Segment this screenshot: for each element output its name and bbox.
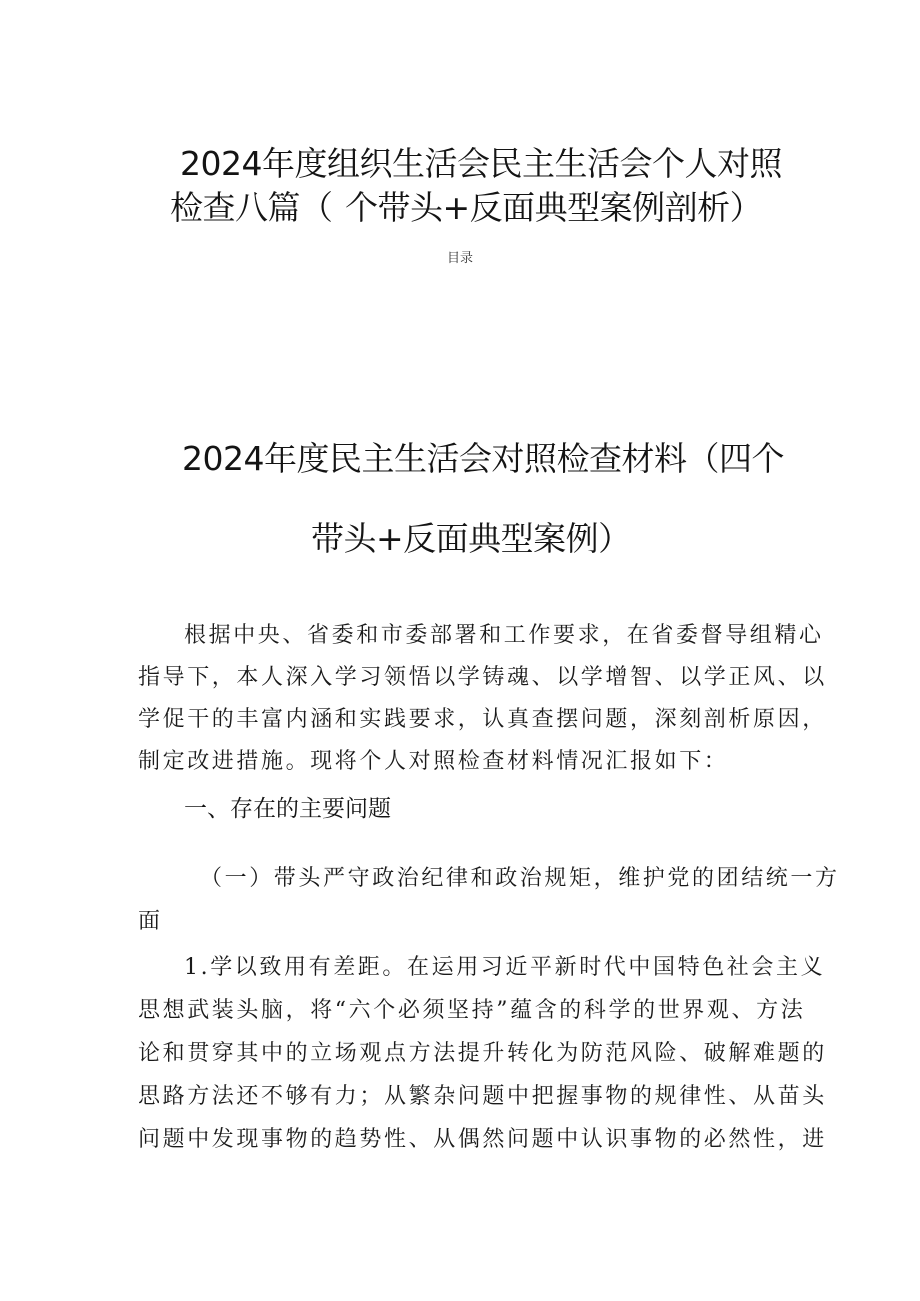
subsection-title-line: （一）带头严守政治纪律和政治规矩，维护党的团结统一方 — [200, 866, 840, 891]
point-line: 思想武装头脑，将“六个必须坚持”蕴含的科学的世界观、方法 — [138, 998, 806, 1023]
point-line: 1.学以致用有差距。在运用习近平新时代中国特色社会主义 — [184, 955, 826, 980]
cover-title-line2-part2: 个带头+反面典型案例剖析） — [345, 188, 763, 227]
article-heading-line1: 2024年度民主生活会对照检查材料（四个 — [182, 439, 784, 478]
section-title: 一、存在的主要问题 — [184, 796, 391, 822]
intro-line: 指导下，本人深入学习领悟以学铸魂、以学增智、以学正风、以 — [138, 665, 827, 690]
point-line: 思路方法还不够有力；从繁杂问题中把握事物的规律性、从苗头 — [138, 1084, 827, 1109]
intro-line: 根据中央、省委和市委部署和工作要求，在省委督导组精心 — [184, 623, 824, 648]
point-line: 问题中发现事物的趋势性、从偶然问题中认识事物的必然性，进 — [138, 1127, 827, 1152]
cover-title-line1: 2024年度组织生活会民主生活会个人对照 — [180, 144, 782, 183]
point-line: 论和贯穿其中的立场观点方法提升转化为防范风险、破解难题的 — [138, 1041, 827, 1066]
cover-title-line2-part1: 检查八篇（ — [170, 188, 333, 227]
subsection-title-line: 面 — [138, 909, 163, 934]
intro-line: 制定改进措施。现将个人对照检查材料情况汇报如下： — [138, 749, 729, 774]
toc-label: 目录 — [447, 251, 474, 266]
intro-line: 学促干的丰富内涵和实践要求，认真查摆问题，深刻剖析原因， — [138, 707, 827, 732]
article-heading-line2: 带头+反面典型案例） — [311, 519, 631, 558]
